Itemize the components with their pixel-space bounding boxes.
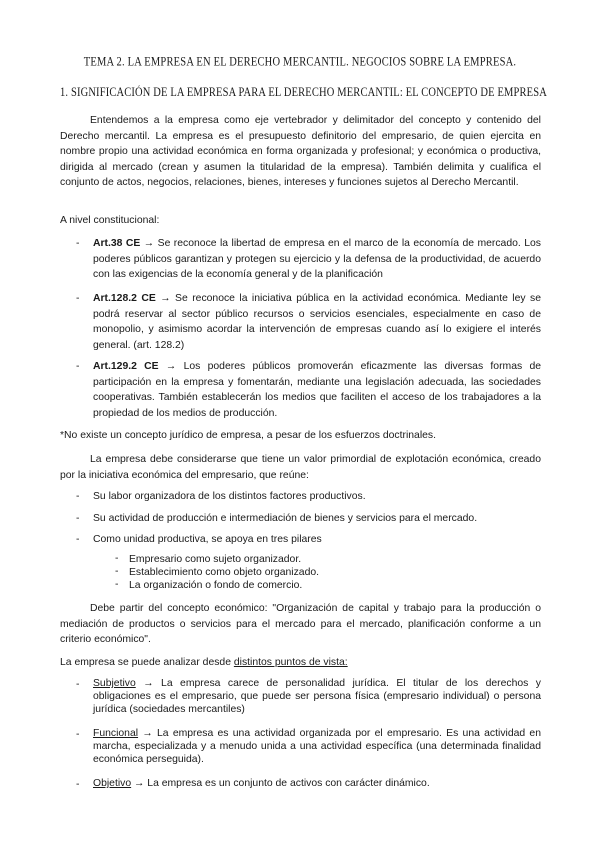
- list-dash: -: [76, 679, 80, 690]
- viewpoints-intro: [60, 655, 348, 671]
- article-text: → Los poderes públicos promoverán eficazmente las diversas formas de participación en la empresa y fomentarán, mediante una legislación adecuada, las sociedades cooperativas. También establecerán los medios que faciliten el acceso de los trabajadores a la propiedad de los medios de producción.: [93, 361, 542, 419]
- viewpoint-label: Objetivo: [93, 778, 132, 789]
- article-item: [93, 359, 541, 421]
- viewpoint-text: → La empresa carece de personalidad jurídica. El titular de los derechos y obligaciones es el empresario, que puede ser persona física (empresario individual) o persona jurídica (sociedades mercantiles): [93, 678, 541, 715]
- article-item: [93, 291, 541, 353]
- article-text: → Se reconoce la libertad de empresa en el marco de la economía de mercado. Los poderes públicos garantizan y protegen su ejercicio y la defensa de la productividad, de acuerdo con las exigencias de la economía general y de la planificación: [93, 238, 541, 281]
- list-dash: -: [76, 361, 80, 372]
- article-label: Art.38 CE: [93, 238, 141, 249]
- list-item: Su labor organizadora de los distintos factores productivos.: [93, 491, 366, 502]
- viewpoint-label: Funcional: [93, 728, 139, 739]
- document-title: TEMA 2. LA EMPRESA EN EL DERECHO MERCANTIL. NEGOCIOS SOBRE LA EMPRESA.: [83, 56, 517, 69]
- viewpoint-label: Subjetivo: [93, 678, 136, 689]
- viewpoints-intro-text: La empresa se puede analizar desde: [60, 657, 234, 668]
- economic-paragraph: La empresa debe considerarse que tiene un valor primordial de explotación económica, creado por la iniciativa económica del empresario, que reúne:: [60, 454, 541, 481]
- article-label: Art.129.2 CE: [93, 361, 159, 372]
- list-dash: -: [76, 238, 80, 249]
- sub-list-item: Empresario como sujeto organizador.: [129, 554, 302, 565]
- viewpoint-item: [93, 727, 541, 766]
- list-dash: -: [76, 491, 80, 502]
- list-dash: -: [115, 579, 119, 590]
- article-text: → Se reconoce la iniciativa pública en la actividad económica. Mediante ley se podrá reservar al sector público recursos o servicios esenciales, especialmente en caso de monopolio, y asimismo acordar la intervención de empresas cuando así lo exigiere el interés general. (art. 128.2): [93, 293, 542, 351]
- article-item: [93, 236, 541, 283]
- viewpoint-item: [93, 677, 541, 716]
- constitutional-label: A nivel constitucional:: [60, 215, 160, 226]
- sub-list-item: La organización o fondo de comercio.: [129, 580, 303, 591]
- list-dash: -: [76, 779, 80, 790]
- viewpoint-text: → La empresa es una actividad organizada por el empresario. Es una actividad en marcha, especializada y a menudo unida a una actividad específica (una determinada finalidad económica perseguida).: [93, 728, 541, 765]
- list-dash: -: [76, 293, 80, 304]
- viewpoint-text: → La empresa es un conjunto de activos con carácter dinámico.: [131, 778, 430, 789]
- list-item: Como unidad productiva, se apoya en tres pilares: [93, 534, 322, 545]
- list-dash: -: [76, 513, 80, 524]
- list-dash: -: [76, 534, 80, 545]
- concept-paragraph: Debe partir del concepto económico: "Organización de capital y trabajo para la producción o mediación de productos o servicios para el mercado para el mercado, planificación conforme a un criterio económico".: [60, 603, 541, 646]
- sub-list-item: Establecimiento como objeto organizado.: [129, 567, 320, 578]
- list-dash: -: [115, 553, 119, 564]
- article-label: Art.128.2 CE: [93, 293, 156, 304]
- viewpoints-heading: distintos puntos de vista:: [233, 657, 348, 668]
- list-dash: -: [115, 566, 119, 577]
- intro-paragraph: Entendemos a la empresa como eje vertebrador y delimitador del concepto y contenido del Derecho mercantil. La empresa es el presupuesto definitorio del empresario, de quien ejercita en nombre propio una actividad económica en forma organizada y profesional; y económica o productiva, dirigida al mercado (crean y asumen la titularidad de la empresa). También delimita y cualifica el conjunto de actos, negocios, relaciones, bienes, intereses y funciones sujetos al Derecho Mercantil.: [60, 115, 541, 189]
- section-heading: 1. SIGNIFICACIÓN DE LA EMPRESA PARA EL DERECHO MERCANTIL: EL CONCEPTO DE EMPRESA: [60, 87, 547, 100]
- viewpoint-item: [93, 777, 541, 790]
- list-item: Su actividad de producción e intermediación de bienes y servicios para el mercado.: [93, 513, 478, 524]
- list-dash: -: [76, 729, 80, 740]
- note: *No existe un concepto jurídico de empresa, a pesar de los esfuerzos doctrinales.: [60, 430, 437, 441]
